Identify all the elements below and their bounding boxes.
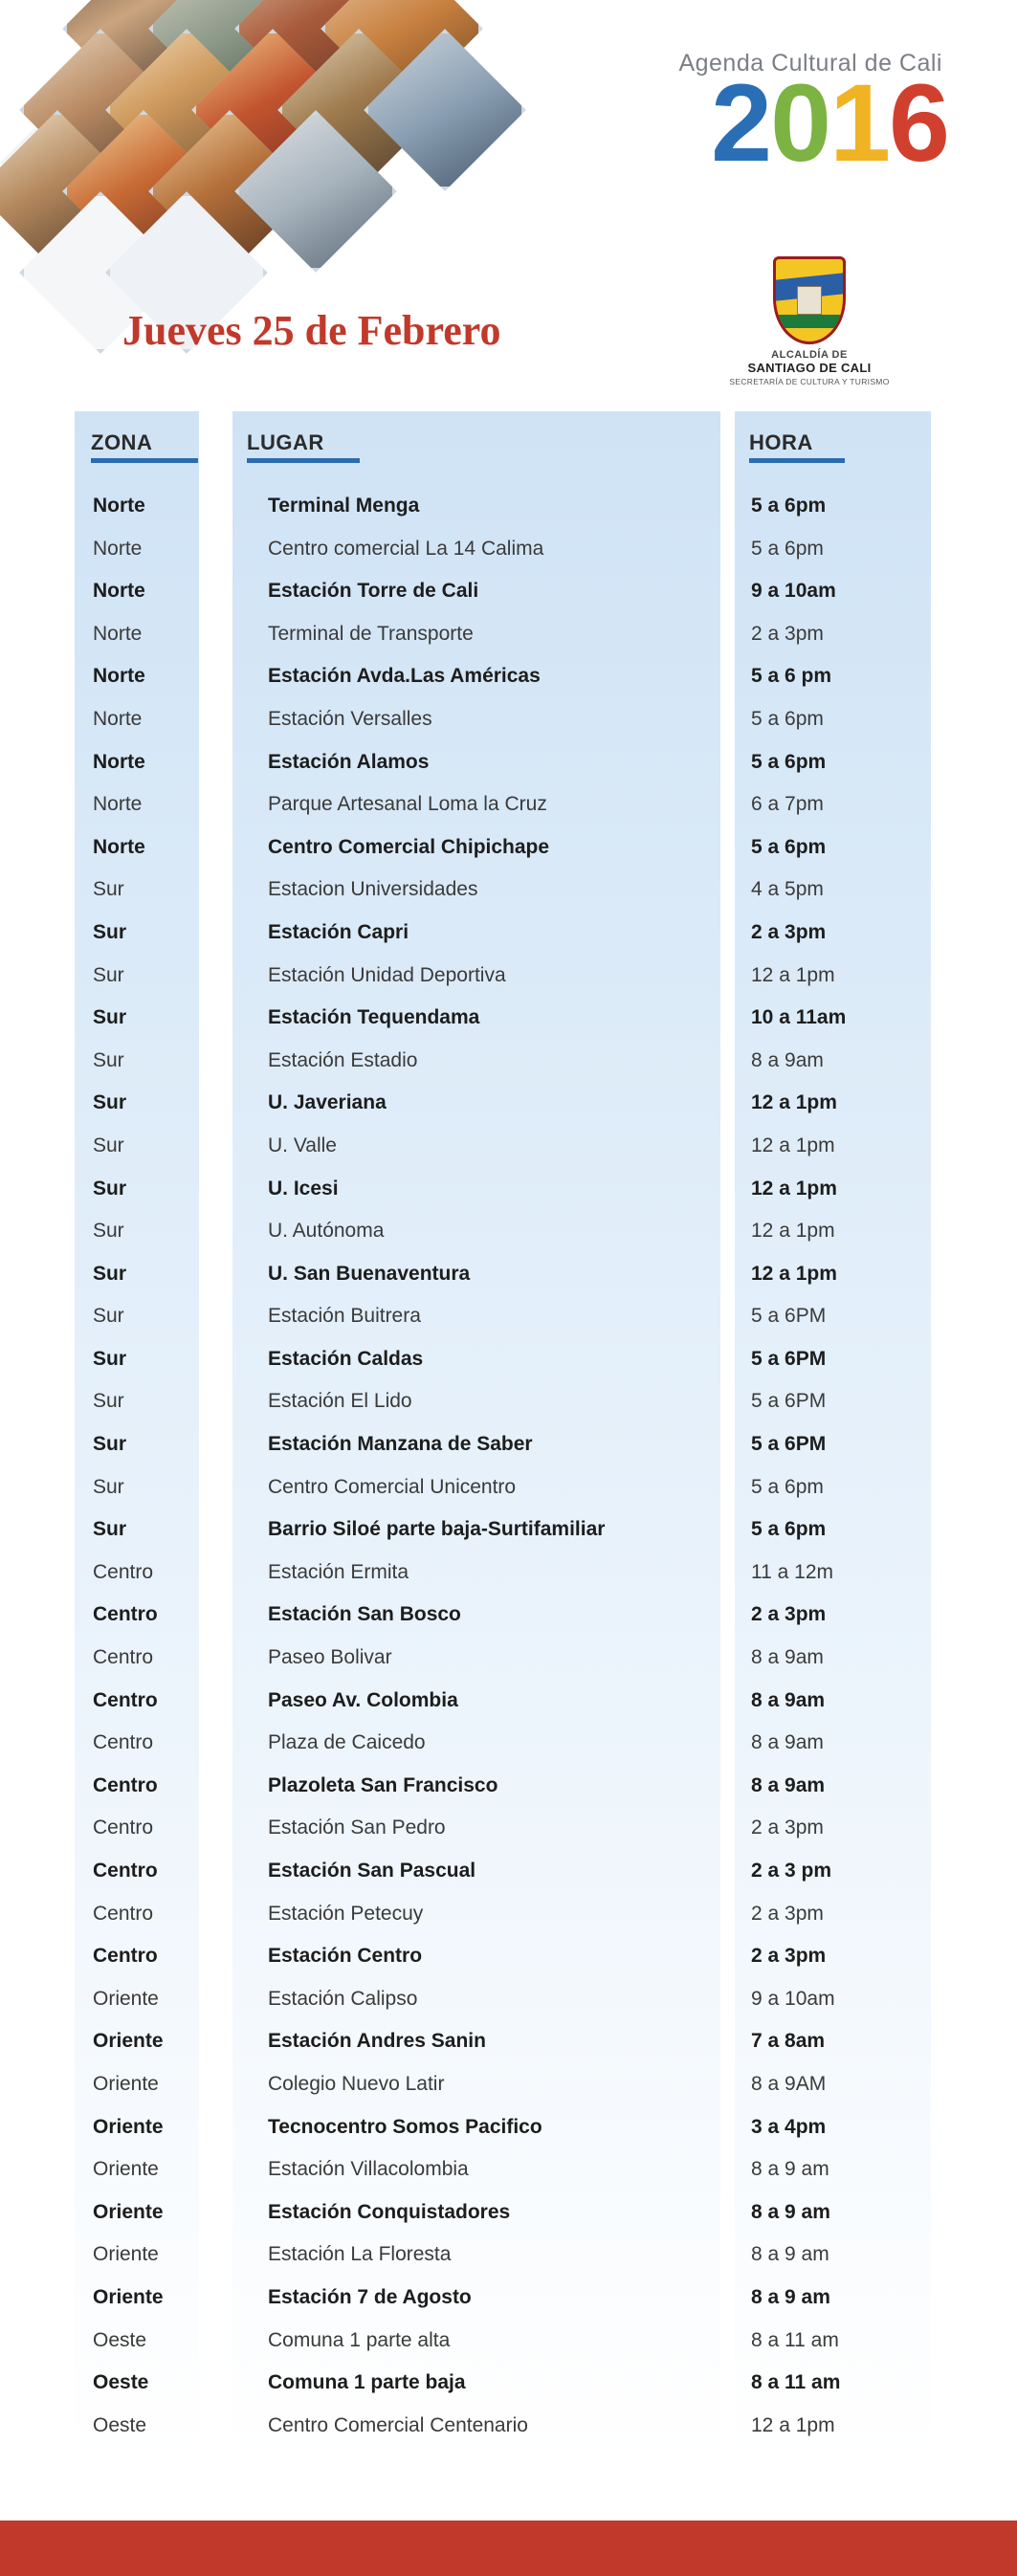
table-row <box>0 1298 1017 1341</box>
cell-lugar: Terminal Menga <box>268 495 420 517</box>
table-header-row <box>0 411 1017 482</box>
cell-lugar: Estación Estadio <box>268 1048 418 1071</box>
cell-hora: 8 a 11 am <box>751 2328 839 2351</box>
cell-hora: 2 a 3 pm <box>751 1860 832 1882</box>
cell-lugar: Estación Caldas <box>268 1347 424 1370</box>
cell-lugar: Estación El Lido <box>268 1390 412 1413</box>
cell-hora: 8 a 9am <box>751 1646 824 1669</box>
cell-lugar: Tecnocentro Somos Pacifico <box>268 2115 542 2138</box>
table-row <box>0 2279 1017 2323</box>
cell-zona: Sur <box>93 1305 124 1328</box>
institution-line2: SANTIAGO DE CALI <box>747 361 872 375</box>
column-header-hora-label: HORA <box>749 430 813 454</box>
cell-hora: 12 a 1pm <box>751 1134 835 1156</box>
cell-zona: Sur <box>93 878 124 901</box>
cell-lugar: Estación San Bosco <box>268 1603 461 1626</box>
header-underline <box>247 458 360 463</box>
cell-zona: Sur <box>93 1134 124 1156</box>
table-row <box>0 1640 1017 1683</box>
table-row <box>0 2109 1017 2152</box>
cell-hora: 8 a 9am <box>751 1731 824 1754</box>
cell-lugar: Estación Petecuy <box>268 1902 424 1925</box>
cell-lugar: Estación Tequendama <box>268 1006 480 1029</box>
agenda-label: Agenda Cultural de Cali <box>678 50 942 77</box>
table-row <box>0 1768 1017 1811</box>
column-header-lugar <box>247 430 324 463</box>
cell-lugar: U. Icesi <box>268 1177 339 1200</box>
institution-logo <box>728 256 891 386</box>
cell-zona: Sur <box>93 1475 124 1498</box>
table-row <box>0 1171 1017 1214</box>
cell-zona: Norte <box>93 707 143 730</box>
institution-line3: SECRETARÍA DE CULTURA Y TURISMO <box>729 377 890 386</box>
cell-hora: 5 a 6pm <box>751 707 824 730</box>
cell-zona: Norte <box>93 835 145 858</box>
cell-hora: 2 a 3pm <box>751 622 824 645</box>
cell-zona: Sur <box>93 1091 127 1114</box>
cell-lugar: Estación Versalles <box>268 707 432 730</box>
table-row <box>0 573 1017 616</box>
cell-lugar: U. Autónoma <box>268 1220 385 1243</box>
cell-lugar: Estación Andres Sanin <box>268 2030 486 2053</box>
cell-hora: 12 a 1pm <box>751 1220 835 1243</box>
cell-hora: 6 a 7pm <box>751 793 824 816</box>
cell-zona: Centro <box>93 1816 154 1839</box>
cell-hora: 5 a 6PM <box>751 1390 827 1413</box>
table-row <box>0 1511 1017 1554</box>
table-row <box>0 1810 1017 1853</box>
cell-hora: 5 a 6pm <box>751 537 824 560</box>
cell-hora: 10 a 11am <box>751 1006 847 1029</box>
cell-zona: Oriente <box>93 2072 159 2095</box>
cell-lugar: U. San Buenaventura <box>268 1262 471 1285</box>
table-row <box>0 1683 1017 1726</box>
cell-lugar: U. Valle <box>268 1134 337 1156</box>
cell-lugar: Estación Villacolombia <box>268 2158 469 2181</box>
institution-line1: ALCALDÍA DE <box>771 349 848 361</box>
cell-lugar: Centro Comercial Chipichape <box>268 835 550 858</box>
cell-hora: 2 a 3pm <box>751 1902 824 1925</box>
table-row <box>0 1469 1017 1512</box>
cell-hora: 8 a 9am <box>751 1048 824 1071</box>
cell-lugar: Estación Unidad Deportiva <box>268 963 506 986</box>
year-logo <box>711 62 948 185</box>
cell-zona: Oriente <box>93 2200 164 2223</box>
cell-hora: 2 a 3pm <box>751 1816 824 1839</box>
year-digit-3: 1 <box>829 62 890 185</box>
cell-zona: Oriente <box>93 1987 159 2010</box>
cell-hora: 5 a 6pm <box>751 495 827 517</box>
cell-lugar: Centro comercial La 14 Calima <box>268 537 544 560</box>
cell-zona: Centro <box>93 1773 158 1796</box>
cell-zona: Centro <box>93 1560 154 1583</box>
cell-zona: Norte <box>93 580 145 603</box>
page-header <box>0 0 1017 411</box>
table-row <box>0 531 1017 574</box>
cell-lugar: Estación San Pascual <box>268 1860 476 1882</box>
cell-zona: Norte <box>93 537 143 560</box>
cell-zona: Norte <box>93 665 145 688</box>
table-row <box>0 786 1017 829</box>
cell-lugar: Estación Ermita <box>268 1560 409 1583</box>
table-row <box>0 958 1017 1001</box>
cell-hora: 12 a 1pm <box>751 2413 835 2436</box>
cell-hora: 5 a 6 pm <box>751 665 832 688</box>
cell-lugar: Estación Torre de Cali <box>268 580 479 603</box>
cell-zona: Oriente <box>93 2243 159 2266</box>
cell-hora: 5 a 6pm <box>751 1475 824 1498</box>
column-header-zona-label: ZONA <box>91 430 153 454</box>
cell-hora: 8 a 9AM <box>751 2072 827 2095</box>
cell-zona: Norte <box>93 622 143 645</box>
cell-lugar: Paseo Av. Colombia <box>268 1688 458 1711</box>
cell-hora: 8 a 9am <box>751 1773 826 1796</box>
table-row <box>0 1938 1017 1981</box>
cell-hora: 11 a 12m <box>751 1560 833 1583</box>
cell-hora: 5 a 6pm <box>751 1518 827 1541</box>
table-row <box>0 1000 1017 1043</box>
cell-hora: 12 a 1pm <box>751 1177 837 1200</box>
table-row <box>0 658 1017 701</box>
table-row <box>0 701 1017 744</box>
cell-lugar: Comuna 1 parte baja <box>268 2371 466 2394</box>
cell-zona: Centro <box>93 1603 158 1626</box>
cell-zona: Sur <box>93 1006 127 1029</box>
cell-lugar: Centro Comercial Unicentro <box>268 1475 517 1498</box>
table-row <box>0 1383 1017 1426</box>
cell-zona: Oeste <box>93 2413 147 2436</box>
cell-zona: Sur <box>93 1347 127 1370</box>
table-row <box>0 2365 1017 2408</box>
cell-zona: Sur <box>93 1262 127 1285</box>
cell-hora: 7 a 8am <box>751 2030 826 2053</box>
cell-lugar: Estación 7 de Agosto <box>268 2285 472 2308</box>
cell-lugar: Plazoleta San Francisco <box>268 1773 498 1796</box>
cell-hora: 12 a 1pm <box>751 963 835 986</box>
cell-hora: 8 a 9 am <box>751 2200 830 2223</box>
table-row <box>0 1128 1017 1171</box>
cell-hora: 5 a 6PM <box>751 1305 827 1328</box>
cell-lugar: Parque Artesanal Loma la Cruz <box>268 793 547 816</box>
cell-zona: Centro <box>93 1945 158 1968</box>
cell-zona: Centro <box>93 1860 158 1882</box>
cell-lugar: Barrio Siloé parte baja-Surtifamiliar <box>268 1518 606 1541</box>
cell-lugar: Comuna 1 parte alta <box>268 2328 451 2351</box>
column-header-zona <box>91 430 152 463</box>
table-body <box>0 488 1017 2450</box>
table-row <box>0 1341 1017 1384</box>
cell-lugar: Plaza de Caicedo <box>268 1731 426 1754</box>
table-row <box>0 1043 1017 1086</box>
cell-zona: Oriente <box>93 2285 164 2308</box>
cell-lugar: Colegio Nuevo Latir <box>268 2072 445 2095</box>
cell-lugar: Estación Manzana de Saber <box>268 1433 533 1456</box>
table-row <box>0 1896 1017 1939</box>
table-row <box>0 1981 1017 2024</box>
cell-zona: Sur <box>93 1433 127 1456</box>
cell-zona: Oeste <box>93 2328 147 2351</box>
table-row <box>0 1213 1017 1256</box>
cell-zona: Centro <box>93 1902 154 1925</box>
coat-of-arms-icon <box>773 256 846 344</box>
cell-zona: Centro <box>93 1646 154 1669</box>
table-row <box>0 744 1017 787</box>
table-row <box>0 2023 1017 2066</box>
table-row <box>0 2236 1017 2279</box>
column-header-lugar-label: LUGAR <box>247 430 324 454</box>
cell-lugar: Estación Avda.Las Américas <box>268 665 541 688</box>
cell-hora: 5 a 6PM <box>751 1347 827 1370</box>
cell-hora: 8 a 9 am <box>751 2285 830 2308</box>
cell-lugar: Terminal de Transporte <box>268 622 474 645</box>
cell-zona: Oriente <box>93 2030 164 2053</box>
cell-zona: Norte <box>93 750 145 773</box>
cell-lugar: Estación Centro <box>268 1945 423 1968</box>
cell-lugar: Paseo Bolivar <box>268 1646 392 1669</box>
table-row <box>0 1596 1017 1640</box>
cell-hora: 5 a 6PM <box>751 1433 827 1456</box>
year-digit-4: 6 <box>889 62 948 185</box>
cell-zona: Norte <box>93 495 145 517</box>
cell-zona: Oriente <box>93 2158 159 2181</box>
table-row <box>0 1554 1017 1597</box>
cell-hora: 8 a 9 am <box>751 2243 829 2266</box>
table-row <box>0 2408 1017 2451</box>
footer-bar <box>0 2521 1017 2576</box>
cell-zona: Oriente <box>93 2115 164 2138</box>
cell-hora: 9 a 10am <box>751 1987 835 2010</box>
cell-zona: Sur <box>93 1518 127 1541</box>
cell-lugar: Estación San Pedro <box>268 1816 446 1839</box>
cell-zona: Sur <box>93 1220 124 1243</box>
year-digit-2: 0 <box>770 62 830 185</box>
cell-zona: Oeste <box>93 2371 149 2394</box>
cell-zona: Sur <box>93 1048 124 1071</box>
cell-zona: Sur <box>93 963 124 986</box>
table-row <box>0 2194 1017 2237</box>
cell-zona: Sur <box>93 1390 124 1413</box>
cell-hora: 8 a 11 am <box>751 2371 841 2394</box>
cell-hora: 5 a 6pm <box>751 750 827 773</box>
header-underline <box>91 458 198 463</box>
table-row <box>0 829 1017 872</box>
cell-zona: Norte <box>93 793 143 816</box>
page-title: Jueves 25 de Febrero <box>122 307 501 354</box>
cell-lugar: Estación Calipso <box>268 1987 418 2010</box>
column-header-hora <box>749 430 813 463</box>
cell-hora: 8 a 9am <box>751 1688 826 1711</box>
cell-hora: 2 a 3pm <box>751 1603 827 1626</box>
cell-hora: 2 a 3pm <box>751 1945 827 1968</box>
cell-hora: 12 a 1pm <box>751 1262 837 1285</box>
cell-hora: 5 a 6pm <box>751 835 827 858</box>
table-row <box>0 1426 1017 1469</box>
cell-hora: 8 a 9 am <box>751 2158 829 2181</box>
cell-lugar: Centro Comercial Centenario <box>268 2413 528 2436</box>
header-underline <box>749 458 845 463</box>
cell-hora: 2 a 3pm <box>751 920 827 943</box>
cell-lugar: Estación Alamos <box>268 750 430 773</box>
table-row <box>0 488 1017 531</box>
cell-hora: 12 a 1pm <box>751 1091 837 1114</box>
cell-lugar: Estacion Universidades <box>268 878 478 901</box>
table-row <box>0 1085 1017 1128</box>
cell-hora: 4 a 5pm <box>751 878 824 901</box>
cell-lugar: Estación La Floresta <box>268 2243 452 2266</box>
year-digit-1: 2 <box>711 62 771 185</box>
cell-lugar: Estación Capri <box>268 920 409 943</box>
table-row <box>0 2323 1017 2366</box>
cell-zona: Centro <box>93 1688 158 1711</box>
table-row <box>0 1725 1017 1768</box>
cell-lugar: U. Javeriana <box>268 1091 387 1114</box>
table-row <box>0 616 1017 659</box>
photo-mosaic <box>0 0 555 306</box>
table-row <box>0 2151 1017 2194</box>
cell-zona: Sur <box>93 920 127 943</box>
cell-hora: 9 a 10am <box>751 580 836 603</box>
cell-zona: Sur <box>93 1177 127 1200</box>
cell-lugar: Estación Buitrera <box>268 1305 421 1328</box>
table-row <box>0 871 1017 914</box>
cell-zona: Centro <box>93 1731 154 1754</box>
table-row <box>0 1256 1017 1299</box>
cell-hora: 3 a 4pm <box>751 2115 827 2138</box>
table-row <box>0 1853 1017 1896</box>
cell-lugar: Estación Conquistadores <box>268 2200 511 2223</box>
table-row <box>0 2066 1017 2109</box>
table-row <box>0 914 1017 958</box>
